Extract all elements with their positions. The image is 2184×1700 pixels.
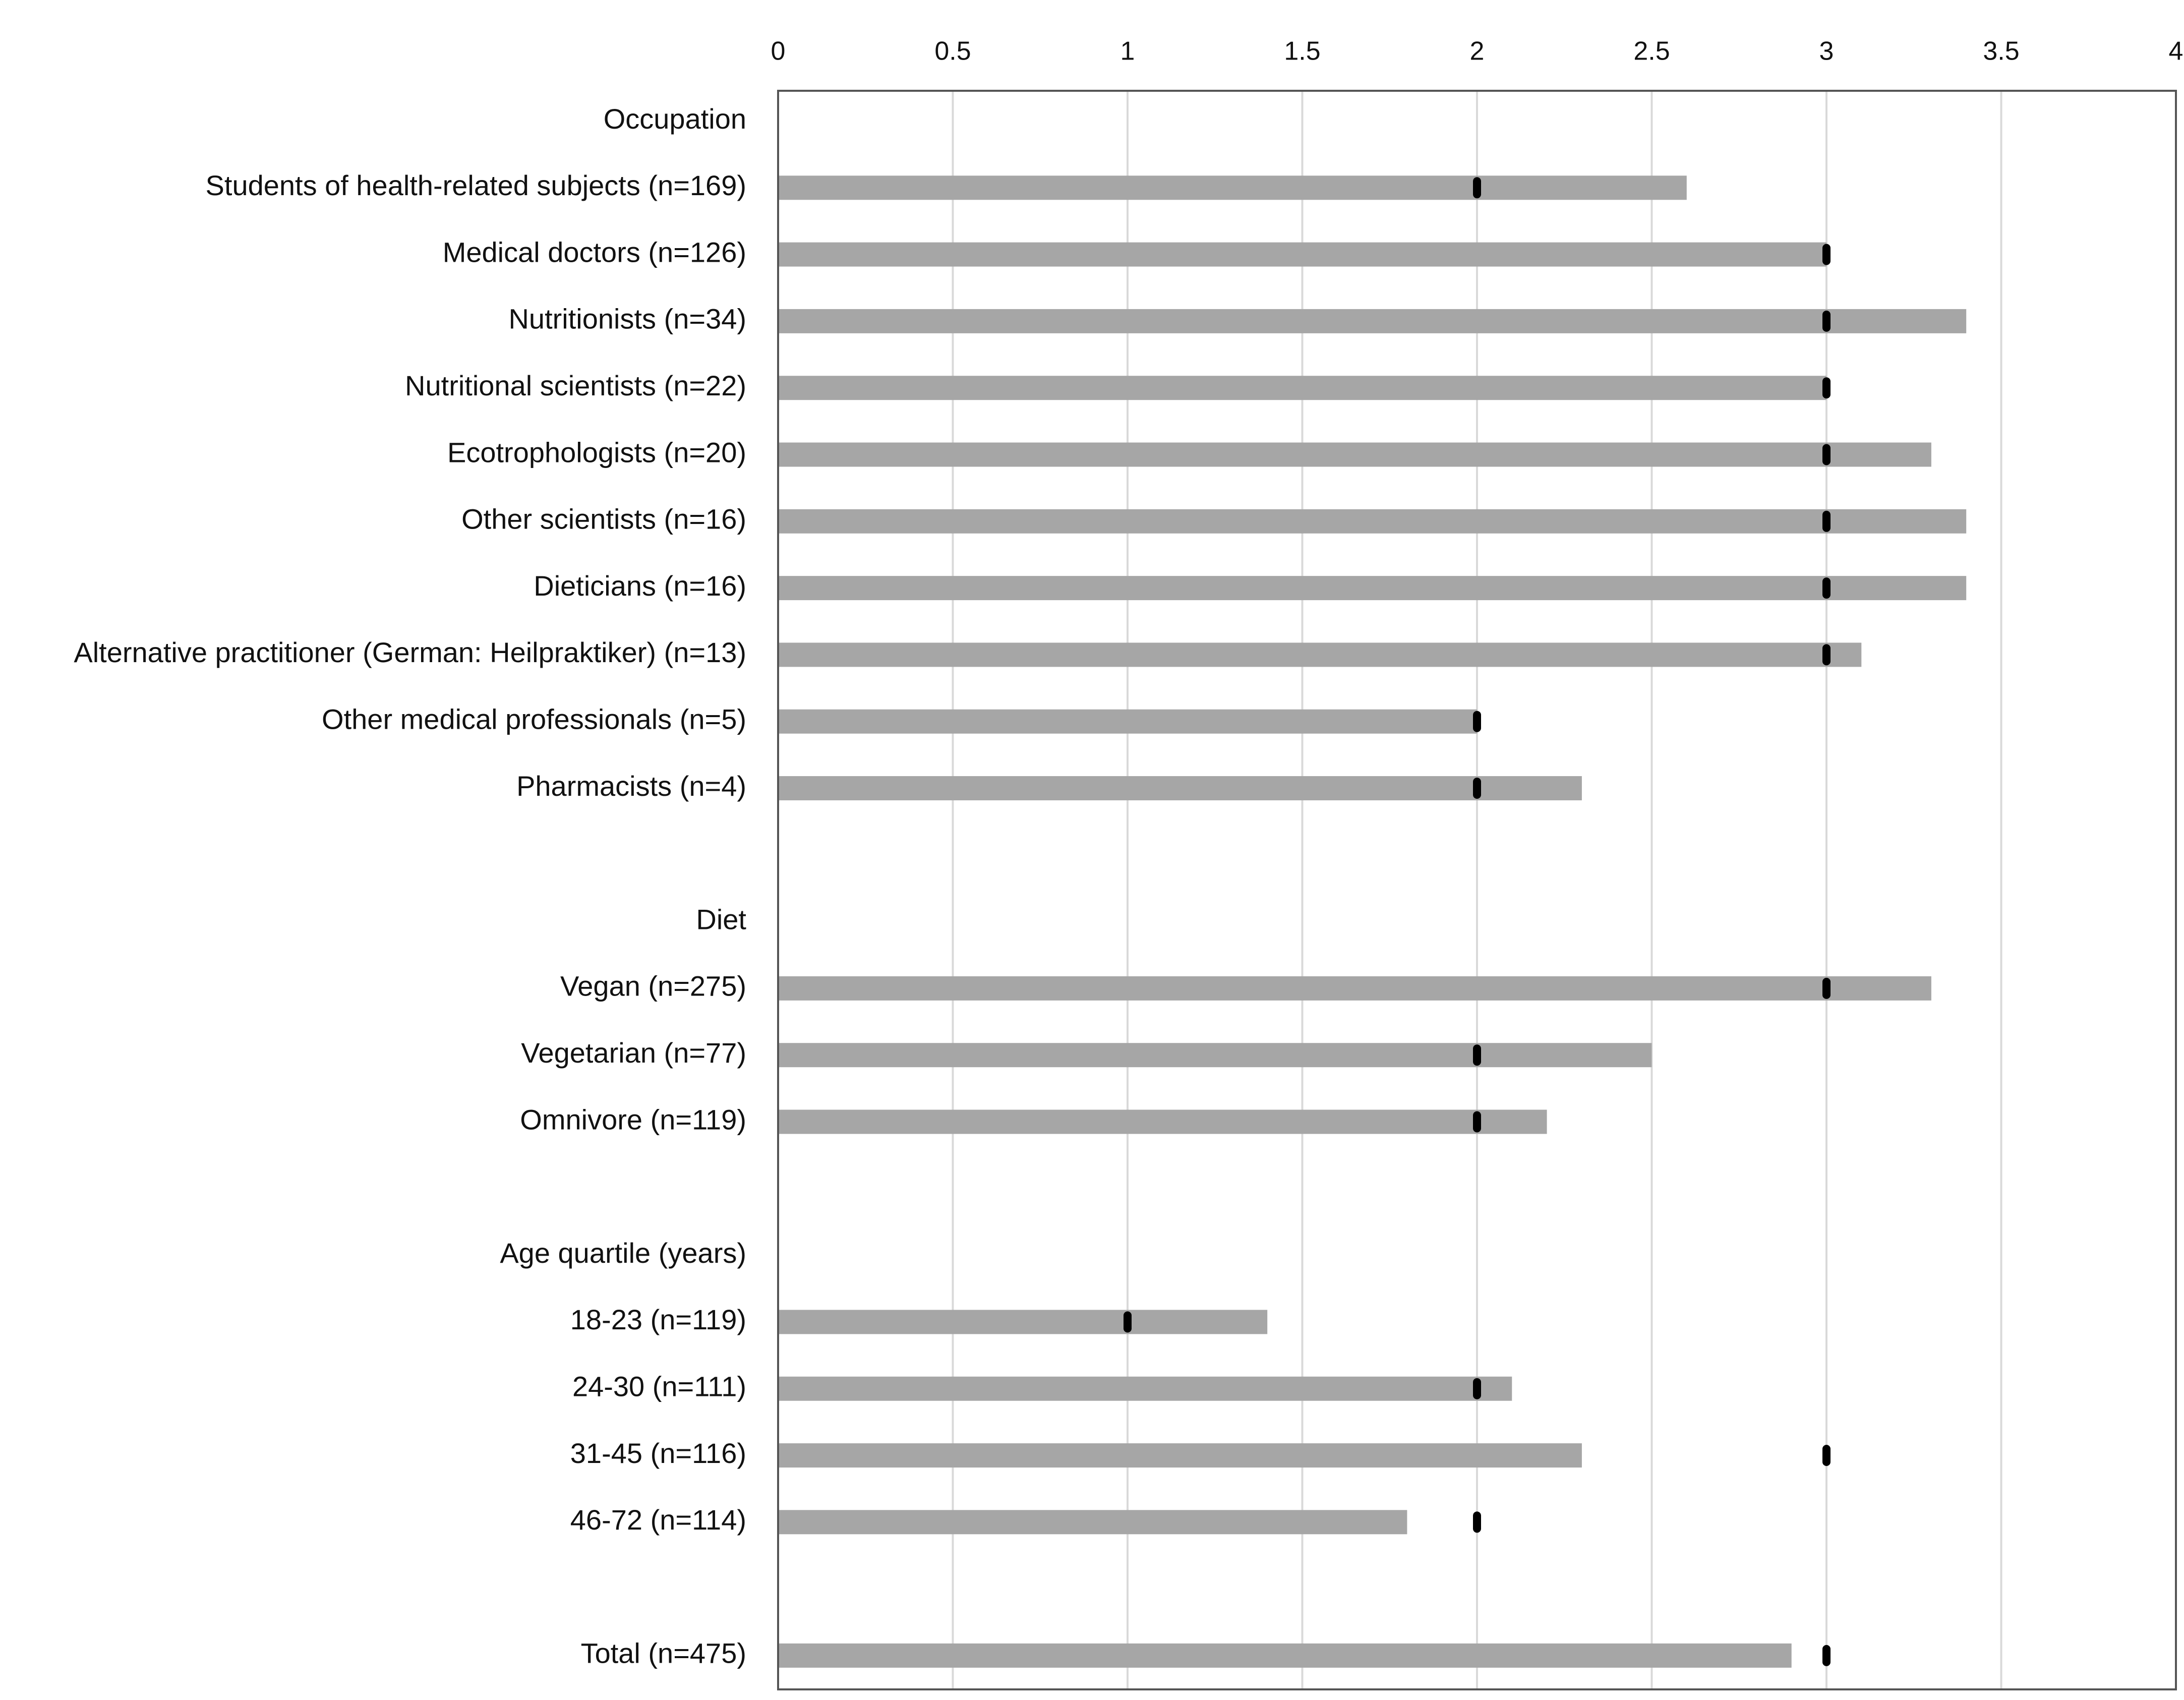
x-tick-label: 2.5: [1633, 36, 1670, 66]
x-tick-label: 1.5: [1284, 36, 1321, 66]
category-label: Ecotrophologists (n=20): [447, 436, 746, 468]
category-label: Vegan (n=275): [560, 970, 746, 1002]
x-tick-label: 3.5: [1983, 36, 2020, 66]
bar: [778, 1043, 1652, 1067]
median-marker: [1822, 577, 1831, 599]
median-marker: [1473, 1378, 1481, 1399]
bar: [778, 642, 1861, 667]
group-header-label: Occupation: [603, 102, 746, 135]
median-marker: [1822, 978, 1831, 999]
bar: [778, 1644, 1792, 1668]
category-label: 46-72 (n=114): [570, 1504, 746, 1536]
median-marker: [1473, 711, 1481, 732]
x-tick-label: 0: [771, 36, 786, 66]
bar: [778, 1443, 1582, 1468]
category-label: 18-23 (n=119): [570, 1304, 746, 1336]
bar: [778, 443, 1931, 467]
bar: [778, 710, 1477, 734]
median-marker: [1473, 1044, 1481, 1066]
category-label: 31-45 (n=116): [570, 1437, 746, 1469]
median-marker: [1822, 377, 1831, 398]
bar: [778, 509, 1966, 534]
bar: [778, 1110, 1547, 1134]
category-label: Total (n=475): [580, 1637, 746, 1669]
category-label: Dieticians (n=16): [534, 569, 746, 602]
median-marker: [1822, 644, 1831, 665]
bar: [778, 976, 1931, 1001]
category-label: Medical doctors (n=126): [442, 236, 746, 268]
bar: [778, 243, 1826, 267]
median-marker: [1473, 778, 1481, 799]
category-label: 24-30 (n=111): [572, 1370, 746, 1402]
bar-layer: [778, 175, 1966, 1668]
median-marker: [1473, 177, 1481, 198]
category-label: Other scientists (n=16): [461, 503, 746, 535]
median-marker: [1473, 1511, 1481, 1533]
median-marker: [1822, 244, 1831, 265]
group-header-label: Age quartile (years): [500, 1237, 746, 1269]
category-label: Vegetarian (n=77): [521, 1036, 746, 1069]
category-labels: [74, 103, 746, 1669]
category-label: Students of health-related subjects (n=169): [205, 169, 746, 202]
category-label: Nutritionists (n=34): [508, 303, 746, 335]
bar: [778, 376, 1826, 400]
median-marker: [1822, 311, 1831, 332]
x-tick-label: 3: [1819, 36, 1834, 66]
x-tick-label: 0.5: [934, 36, 971, 66]
bar: [778, 1377, 1512, 1401]
median-marker: [1822, 444, 1831, 465]
category-label: Pharmacists (n=4): [516, 770, 746, 802]
group-header-label: Diet: [696, 903, 746, 935]
bar: [778, 776, 1582, 800]
bar: [778, 309, 1966, 333]
bar: [778, 1310, 1267, 1334]
x-tick-label: 1: [1120, 36, 1135, 66]
category-label: Other medical professionals (n=5): [322, 703, 746, 735]
category-label: Omnivore (n=119): [520, 1103, 746, 1136]
median-marker: [1822, 1445, 1831, 1466]
median-marker: [1124, 1311, 1132, 1332]
median-marker: [1822, 511, 1831, 532]
category-label: Nutritional scientists (n=22): [405, 369, 746, 401]
bar: [778, 175, 1687, 200]
x-tick-labels: [771, 37, 2183, 66]
x-tick-label: 4: [2168, 36, 2183, 66]
bar: [778, 576, 1966, 600]
x-tick-label: 2: [1469, 36, 1485, 66]
median-marker: [1822, 1645, 1831, 1666]
category-label: Alternative practitioner (German: Heilpraktiker) (n=13): [74, 636, 746, 669]
median-marker: [1473, 1111, 1481, 1133]
bar: [778, 1510, 1407, 1534]
